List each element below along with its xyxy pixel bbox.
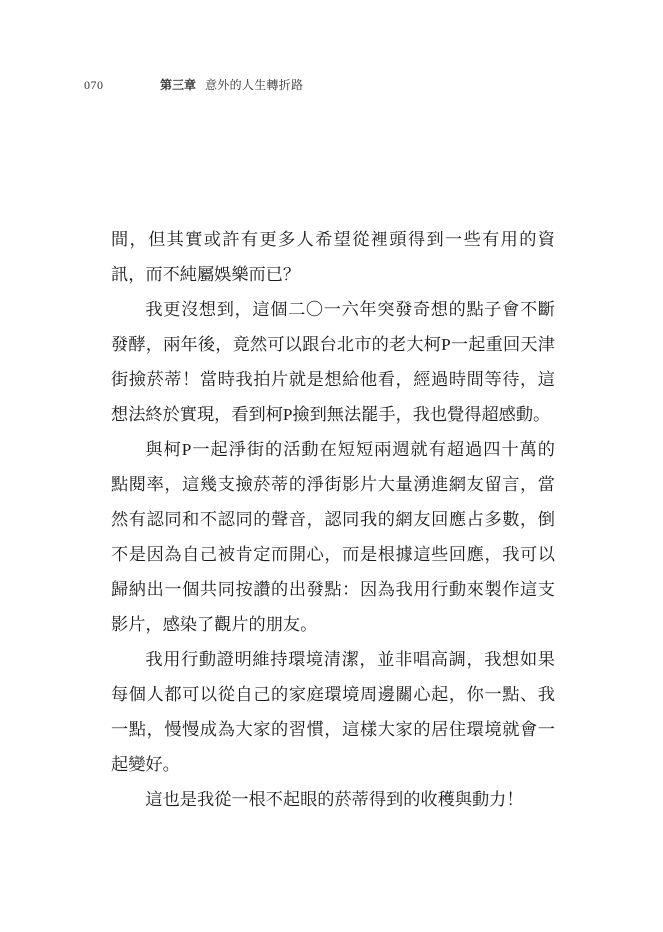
text-line: 一點，慢慢成為大家的習慣，這樣大家的居住環境就會一 xyxy=(111,720,555,739)
paragraph xyxy=(111,782,555,817)
text-line: 起變好。 xyxy=(111,755,180,774)
body-text xyxy=(111,222,555,817)
chapter-label: 第三章 xyxy=(160,78,197,92)
text-line: 與柯P一起淨街的活動在短短兩週就有超過四十萬的 xyxy=(145,440,555,459)
text-line: 我更沒想到，這個二〇一六年突發奇想的點子會不斷 xyxy=(145,300,555,319)
text-line: 然有認同和不認同的聲音，認同我的網友回應占多數，倒 xyxy=(111,510,555,529)
text-line: 訊，而不純屬娛樂而已？ xyxy=(111,265,301,284)
text-line: 不是因為自己被肯定而開心，而是根據這些回應，我可以 xyxy=(111,545,555,564)
text-line: 點閱率，這幾支撿菸蒂的淨街影片大量湧進網友留言，當 xyxy=(111,475,555,494)
page-number: 070 xyxy=(84,78,104,92)
text-line: 我用行動證明維持環境清潔，並非唱高調，我想如果 xyxy=(145,650,555,669)
paragraph xyxy=(111,292,555,432)
paragraph xyxy=(111,222,555,292)
text-line: 這也是我從一根不起眼的菸蒂得到的收穫與動力！ xyxy=(145,790,524,809)
text-line: 想法終於實現，看到柯P撿到無法罷手，我也覺得超感動。 xyxy=(111,405,551,424)
paragraph xyxy=(111,432,555,642)
text-line: 街撿菸蒂！當時我拍片就是想給他看，經過時間等待，這 xyxy=(111,370,555,389)
chapter-title: 意外的人生轉折路 xyxy=(205,78,304,92)
text-line: 影片，感染了觀片的朋友。 xyxy=(111,615,318,634)
text-line: 發酵，兩年後，竟然可以跟台北市的老大柯P一起重回天津 xyxy=(111,335,555,354)
text-line: 每個人都可以從自己的家庭環境周邊關心起，你一點、我 xyxy=(111,685,555,704)
text-line: 歸納出一個共同按讚的出發點：因為我用行動來製作這支 xyxy=(111,580,555,599)
text-line: 間，但其實或許有更多人希望從裡頭得到一些有用的資 xyxy=(111,230,555,249)
paragraph xyxy=(111,642,555,782)
